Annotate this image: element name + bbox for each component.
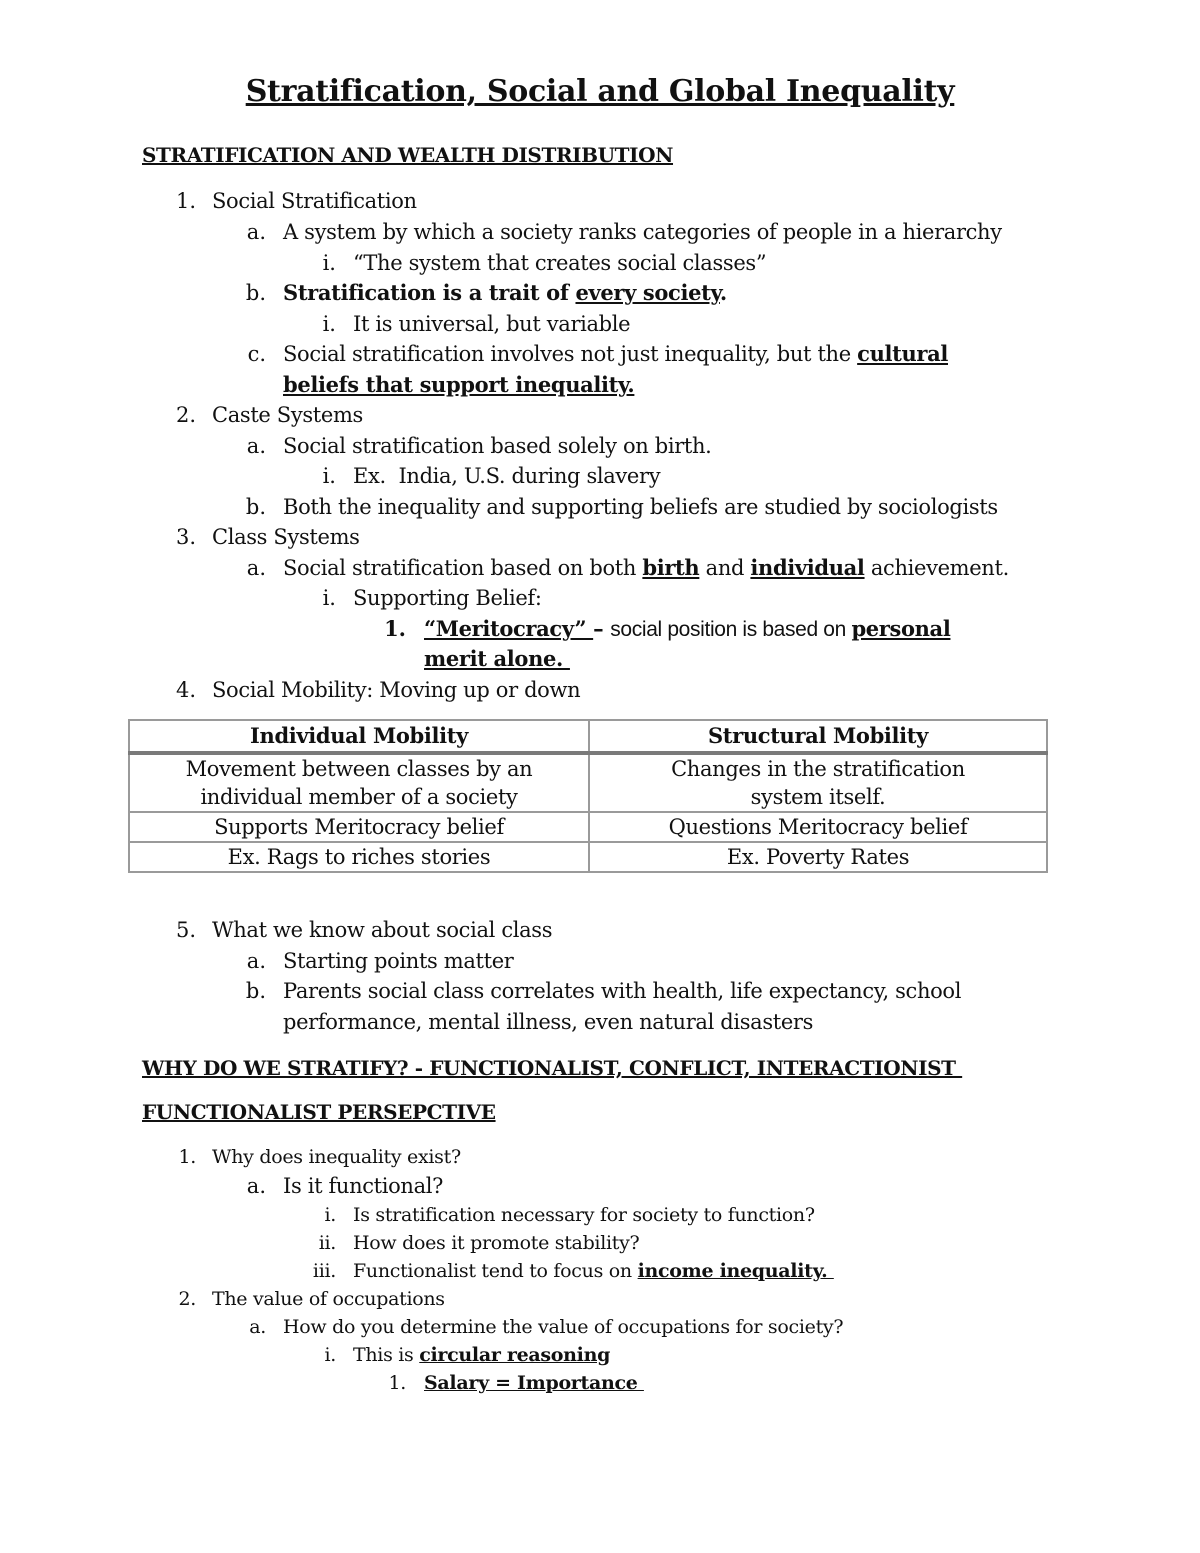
list-item-text: Ex. India, U.S. during slavery [353, 464, 661, 488]
table-cell: Questions Meritocracy belief [589, 812, 1047, 842]
list-marker: c. [247, 342, 266, 366]
page-title: Stratification, Social and Global Inequality [245, 74, 955, 109]
table-header-row [129, 720, 1047, 753]
list-marker: 1. [384, 616, 406, 641]
section-heading-why-stratify: WHY DO WE STRATIFY? - FUNCTIONALIST, CONFLICT, INTERACTIONIST [142, 1056, 963, 1080]
list-item-text: Both the inequality and supporting beliefs are studied by sociologists [283, 495, 998, 519]
emphasis-text: individual [750, 555, 865, 580]
list-item-text: Starting points matter [283, 949, 514, 973]
table-row [129, 753, 1047, 812]
emphasis-text: “Meritocracy” [424, 616, 594, 641]
list-item-text: performance, mental illness, even natural disasters [283, 1010, 814, 1034]
list-item-label: Class Systems [212, 525, 360, 549]
list-marker: a. [249, 1316, 266, 1338]
table-cell: Ex. Rags to riches stories [129, 842, 589, 872]
list-item-text: Social stratification based solely on birth. [283, 434, 712, 458]
list-item-text: Social stratification involves not just inequality, but the cultural [283, 341, 948, 366]
list-item-text: Supporting Belief: [353, 586, 542, 610]
list-item-label: Social Stratification [212, 189, 417, 213]
list-marker: 1. [388, 1372, 406, 1394]
list-marker: b. [245, 281, 266, 305]
list-item-text: Is stratification necessary for society to function? [353, 1204, 815, 1226]
list-item-text: How does it promote stability? [353, 1232, 640, 1254]
table-row [129, 812, 1047, 842]
emphasis-text: birth [642, 555, 700, 580]
list-marker: i. [324, 1204, 336, 1226]
table-cell: Movement between classes by an individual member of a society [129, 753, 589, 812]
list-marker: iii. [312, 1260, 336, 1282]
emphasis-text: Salary = Importance [424, 1372, 644, 1394]
emphasis-text: every society [575, 280, 720, 305]
list-item-text: “The system that creates social classes” [353, 251, 767, 275]
table-cell: Ex. Poverty Rates [589, 842, 1047, 872]
list-marker: 5. [175, 918, 196, 942]
list-marker: 3. [175, 525, 196, 549]
emphasis-text: cultural [857, 341, 948, 366]
list-item-label: The value of occupations [212, 1288, 445, 1310]
table-header-cell: Structural Mobility [589, 720, 1047, 753]
list-item-text: Stratification is a trait of every society. [283, 280, 727, 305]
section-heading-functionalist: FUNCTIONALIST PERSEPCTIVE [142, 1100, 496, 1124]
list-marker: a. [246, 556, 266, 580]
table-cell: Supports Meritocracy belief [129, 812, 589, 842]
list-marker: a. [246, 1174, 266, 1198]
list-marker: 2. [175, 403, 196, 427]
section-heading-stratification: STRATIFICATION AND WEALTH DISTRIBUTION [142, 143, 674, 167]
table-header-cell: Individual Mobility [129, 720, 589, 753]
list-marker: a. [246, 220, 266, 244]
mobility-table [128, 719, 1048, 873]
emphasis-text: merit alone. [424, 646, 570, 671]
list-marker: a. [246, 434, 266, 458]
list-item-label: What we know about social class [212, 918, 553, 942]
list-marker: i. [322, 312, 336, 336]
list-item-label: Social Mobility: Moving up or down [212, 678, 581, 702]
list-item-text: Parents social class correlates with health, life expectancy, school [283, 979, 962, 1003]
emphasis-text: beliefs that support inequality. [283, 372, 635, 397]
list-item-text: A system by which a society ranks categories of people in a hierarchy [283, 220, 1002, 244]
list-marker: ii. [318, 1232, 336, 1254]
list-item-label: Why does inequality exist? [212, 1146, 461, 1168]
list-item-text: Functionalist tend to focus on income inequality. [353, 1260, 834, 1282]
emphasis-text: personal [851, 616, 951, 641]
list-item-text: Is it functional? [283, 1174, 444, 1198]
list-marker: i. [322, 586, 336, 610]
list-item-label: Caste Systems [212, 403, 363, 427]
emphasis-text: circular reasoning [419, 1344, 611, 1366]
list-item-text: Social stratification based on both birth and individual achievement. [283, 555, 1009, 580]
list-item-text: How do you determine the value of occupations for society? [283, 1316, 844, 1338]
list-marker: i. [324, 1344, 336, 1366]
list-marker: b. [245, 979, 266, 1003]
list-marker: 2. [178, 1288, 196, 1310]
list-item-text: This is circular reasoning [353, 1344, 611, 1366]
table-row [129, 842, 1047, 872]
list-marker: 1. [178, 1146, 196, 1168]
emphasis-text: income inequality. [637, 1260, 834, 1282]
list-marker: i. [322, 251, 336, 275]
list-marker: 1. [175, 189, 196, 213]
list-marker: b. [245, 495, 266, 519]
list-marker: i. [322, 464, 336, 488]
list-item-text: “Meritocracy” – social position is based on personal [424, 616, 951, 641]
list-item-text: It is universal, but variable [353, 312, 631, 336]
list-marker: a. [246, 949, 266, 973]
list-marker: 4. [175, 678, 196, 702]
table-cell: Changes in the stratification system itself. [589, 753, 1047, 812]
